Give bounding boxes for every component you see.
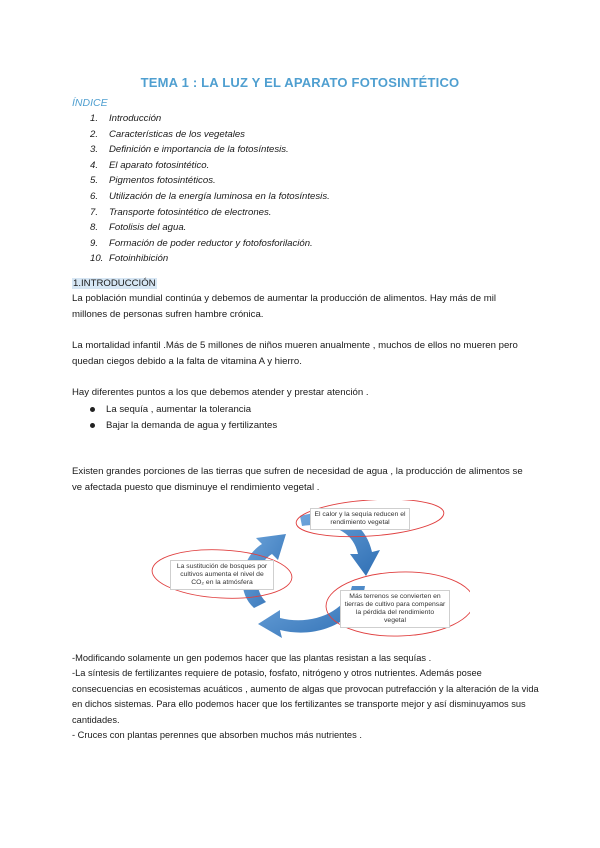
bullet-icon	[90, 423, 95, 428]
table-of-contents	[90, 111, 330, 267]
toc-item-number: 7.	[90, 206, 99, 218]
toc-item-label: Definición e importancia de la fotosíntesis.	[109, 144, 289, 156]
paragraph-population: La población mundial continúa y debemos de aumentar la producción de alimentos. Hay más de mil millones de personas sufren hambre crónica.	[72, 293, 496, 320]
toc-item	[90, 111, 330, 127]
toc-item-number: 6.	[90, 190, 99, 202]
toc-item-label: Utilización de la energía luminosa en la fotosíntesis.	[109, 190, 330, 202]
toc-item-number: 9.	[90, 237, 99, 249]
list-item	[90, 402, 277, 418]
toc-item	[90, 236, 330, 252]
toc-item-label: Características de los vegetales	[109, 128, 245, 140]
paragraph-water: Existen grandes porciones de las tierras que sufren de necesidad de agua , la producción de alimentos se ve afectada puesto que disminuye el rendimiento vegetal .	[72, 466, 523, 493]
paragraph-mortality: La mortalidad infantil .Más de 5 millones de niños mueren anualmente , muchos de ellos no mueren pero quedan ciegos debido a la falta de vitamina A y hierro.	[72, 340, 518, 367]
bullet-icon	[90, 407, 95, 412]
toc-item-label: El aparato fotosintético.	[109, 159, 210, 171]
diagram-box-heat-drought: El calor y la sequía reducen el rendimiento vegetal	[310, 508, 410, 530]
toc-item	[90, 251, 330, 267]
closing-line-gene: -Modificando solamente un gen podemos hacer que las plantas resistan a las sequías .	[72, 653, 432, 663]
toc-item-label: Pigmentos fotosintéticos.	[109, 175, 216, 187]
toc-item-label: Fotoinhibición	[109, 253, 169, 265]
toc-item-number: 1.	[90, 113, 99, 124]
toc-item-label: Transporte fotosintético de electrones.	[109, 206, 272, 218]
paragraph-points: Hay diferentes puntos a los que debemos atender y prestar atención .	[72, 387, 369, 398]
list-item	[90, 418, 277, 434]
closing-text	[72, 651, 542, 743]
toc-item	[90, 127, 330, 143]
toc-item-label: Introducción	[109, 113, 162, 124]
bullet-text: Bajar la demanda de agua y fertilizantes	[106, 419, 278, 431]
page-title: TEMA 1 : LA LUZ Y EL APARATO FOTOSINTÉTICO	[140, 75, 460, 90]
bullet-list	[90, 402, 277, 433]
diagram-box-deforestation: La sustitución de bosques por cultivos aumenta el nivel de CO₂ en la atmósfera	[170, 560, 274, 590]
section-heading-introduccion: 1.INTRODUCCIÓN	[73, 278, 156, 289]
closing-line-fertilizers: -La síntesis de fertilizantes requiere de potasio, fosfato, nitrógeno y otros nutrientes. Además posee consecuencias en ecosistemas acuáticos , aumento de algas que provocan putrefacción y la alteración de la vida en dichos sistemas. Para ello podemos hacer que los fertilizantes se transporte mejor y así disminuyamos sus cantidades.	[72, 668, 539, 725]
toc-item-label: Formación de poder reductor y fotofosforilación.	[109, 237, 313, 249]
toc-item-number: 5.	[90, 175, 99, 187]
toc-item	[90, 220, 330, 236]
diagram-box-more-land: Más terrenos se convierten en tierras de cultivo para compensar la pérdida del rendimiento vegetal	[340, 590, 450, 628]
cycle-diagram	[150, 500, 470, 645]
toc-item	[90, 158, 330, 174]
index-heading: ÍNDICE	[72, 97, 108, 109]
toc-item-number: 8.	[90, 222, 99, 234]
toc-item	[90, 142, 330, 158]
toc-item	[90, 173, 330, 189]
toc-item	[90, 205, 330, 221]
closing-line-perennials: - Cruces con plantas perennes que absorben muchos más nutrientes .	[72, 730, 362, 741]
toc-item-number: 3.	[90, 144, 99, 156]
toc-item	[90, 189, 330, 205]
toc-item-number: 4.	[90, 159, 99, 171]
bullet-text: La sequía , aumentar la tolerancia	[106, 404, 252, 415]
toc-item-label: Fotolisis del agua.	[109, 222, 187, 234]
toc-item-number: 2.	[90, 128, 99, 140]
toc-item-number: 10.	[90, 253, 104, 265]
